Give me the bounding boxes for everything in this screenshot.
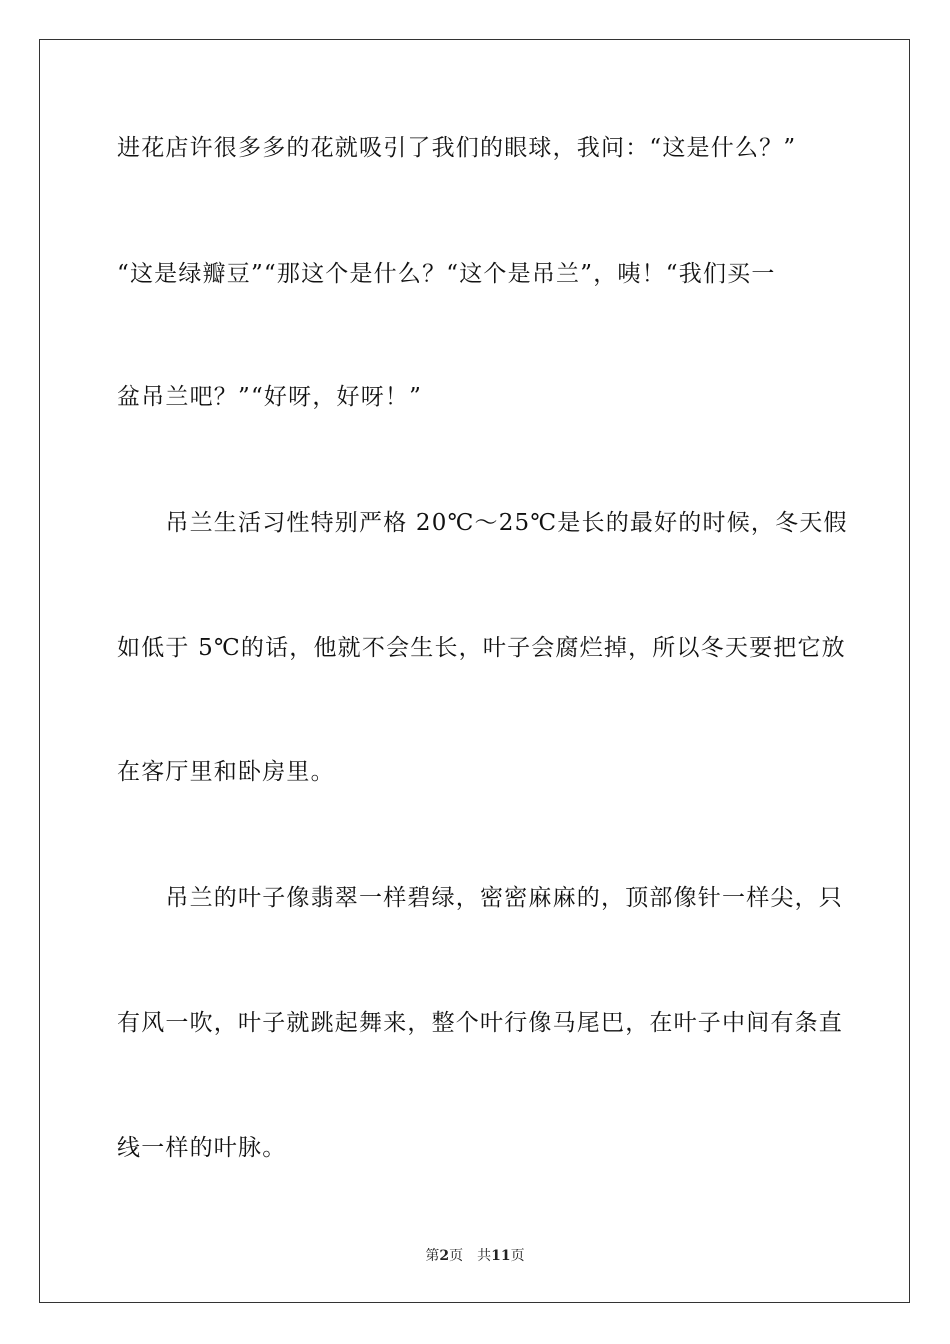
paragraph-line-6: 在客厅里和卧房里。 bbox=[117, 759, 335, 785]
page-footer bbox=[0, 1247, 950, 1265]
paragraph-line-5: 如低于 5℃的话，他就不会生长，叶子会腐烂掉，所以冬天要把它放 bbox=[117, 635, 846, 661]
paragraph-line-2: “这是绿瓣豆”“那这个是什么？“这个是吊兰”，咦！“我们买一 bbox=[117, 261, 776, 287]
page-prefix: 第 bbox=[425, 1248, 440, 1264]
paragraph-line-4: 吊兰生活习性特别严格 20℃～25℃是长的最好的时候，冬天假 bbox=[117, 510, 848, 536]
page-suffix: 页 bbox=[449, 1248, 464, 1264]
paragraph-line-3: 盆吊兰吧？”“好呀，好呀！” bbox=[117, 384, 423, 410]
total-prefix: 共 bbox=[477, 1248, 492, 1264]
total-suffix: 页 bbox=[510, 1248, 525, 1264]
paragraph-line-9: 线一样的叶脉。 bbox=[117, 1135, 287, 1161]
paragraph-line-1: 进花店许很多多的花就吸引了我们的眼球，我问：“这是什么？” bbox=[117, 135, 797, 161]
total-pages: 11 bbox=[491, 1248, 511, 1264]
page-number: 2 bbox=[439, 1248, 450, 1264]
paragraph-line-8: 有风一吹，叶子就跳起舞来，整个叶行像马尾巴，在叶子中间有条直 bbox=[117, 1010, 843, 1036]
page-border bbox=[39, 39, 910, 1303]
paragraph-line-7: 吊兰的叶子像翡翠一样碧绿，密密麻麻的，顶部像针一样尖，只 bbox=[117, 885, 843, 911]
